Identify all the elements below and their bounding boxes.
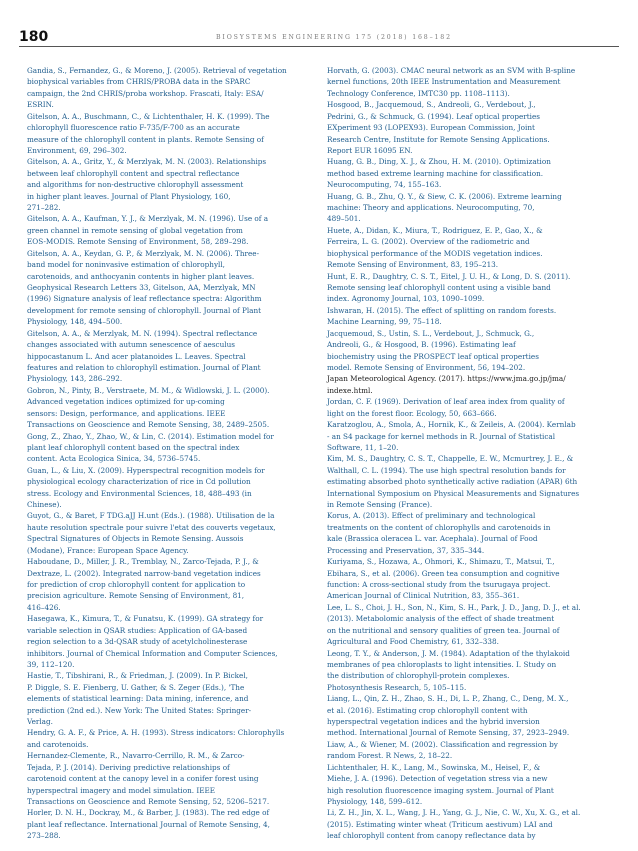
reference-line: Gitelson, A. A., Buschmann, C., & Lichtenthaler, H. K. (1999). The [27, 111, 270, 121]
reference-entry [327, 65, 617, 99]
reference-line: Andreoli, G., & Hosgood, B. (1996). Estimating leaf [327, 340, 516, 350]
reference-line: and carotenoids. [27, 739, 89, 749]
reference-line: Hosgood, B., Jacquemoud, S., Andreoli, G., Verdebout, J., [327, 100, 536, 110]
reference-line: Report EUR 16095 EN. [327, 145, 413, 155]
reference-line: Technology Conference, IMTC30 pp. 1108–1113). [327, 88, 510, 98]
reference-line: Hernandez-Clemente, R., Navarro-Cerrillo, R. M., & Zarco- [27, 751, 245, 761]
reference-entry [327, 271, 617, 305]
reference-entry [27, 465, 317, 511]
reference-line: Gitelson, A. A., & Merzlyak, M. N. (1994). Spectral reflectance [27, 328, 258, 338]
reference-line: chlorophyll fluorescence ratio F-735/F-700 as an accurate [27, 123, 240, 133]
reference-line: Liaw, A., & Wiener, M. (2002). Classification and regression by [327, 739, 558, 749]
references-left-column [27, 65, 317, 842]
reference-line: kernel functions, 20th IEEE Instrumentation and Measurement [327, 77, 561, 87]
reference-line: Physiology, 143, 286–292. [27, 374, 123, 384]
reference-line: EXperiment 93 (LOPEX93). European Commission, Joint [327, 123, 535, 133]
reference-line: treatments on the content of chlorophylls and carotenoids in [327, 522, 551, 532]
reference-entry [27, 248, 317, 328]
journal-running-title: BIOSYSTEMS ENGINEERING 175 (2018) 168–182 [216, 34, 452, 41]
reference-entry [327, 305, 617, 328]
reference-entry [327, 396, 617, 419]
reference-line: Ishwaran, H. (2015). The effect of splitting on random forests. [327, 305, 557, 315]
reference-line: (1996) Signature analysis of leaf reflectance spectra: Algorithm [27, 294, 262, 304]
reference-line: random Forest. R News, 2, 18–22. [327, 751, 453, 761]
reference-line: method. International Journal of Remote Sensing, 37, 2923–2949. [327, 728, 570, 738]
reference-line: green channel in remote sensing of global vegetation from [27, 225, 243, 235]
reference-line: Kim, M. S., Daughtry, C. S. T., Chappelle, E. W., Mcmurtrey, J. E., & [327, 454, 574, 464]
reference-line: biophysical variables from CHRIS/PROBA data in the SPARC [27, 77, 251, 87]
references-right-column [327, 65, 617, 842]
reference-line: function: A cross-sectional study from the tsurugaya project. [327, 579, 551, 589]
reference-line: Horler, D. N. H., Dockray, M., & Barber, J. (1983). The red edge of [27, 808, 270, 818]
reference-line: American Journal of Clinical Nutrition, 83, 355–361. [327, 591, 520, 601]
reference-entry [327, 373, 617, 396]
reference-line: precision agriculture. Remote Sensing of Environment, 81, [27, 591, 245, 601]
reference-line: Dextraze, L. (2002). Integrated narrow-band vegetation indices [27, 568, 261, 578]
header-rule [19, 46, 619, 47]
reference-line: biophysical performance of the MODIS vegetation indices. [327, 248, 543, 258]
reference-line: Kuriyama, S., Hozawa, A., Ohmori, K., Shimazu, T., Matsui, T., [327, 557, 555, 567]
reference-entry [27, 613, 317, 670]
reference-line: Chinese). [27, 500, 62, 510]
reference-line: campaign, the 2nd CHRIS/proba workshop. Frascati, Italy: ESA/ [27, 88, 264, 98]
page-number: 180 [19, 29, 49, 45]
reference-line: for prediction of crop chlorophyll content for application to [27, 579, 246, 589]
reference-line: Guan, L., & Liu, X. (2009). Hyperspectral recognition models for [27, 465, 265, 475]
reference-entry [327, 99, 617, 156]
reference-line: Physiology, 148, 494–500. [27, 317, 123, 327]
reference-line: stress. Ecology and Environmental Sciences, 18, 488–493 (in [27, 488, 252, 498]
reference-line: Transactions on Geoscience and Remote Sensing, 38, 2489–2505. [27, 420, 270, 430]
reference-line: Agricultural and Food Chemistry, 61, 332–338. [327, 637, 499, 647]
reference-line: region selection to a 3d-QSAR study of acetylcholinesterase [27, 637, 248, 647]
reference-line: hippocastanum L. And acer platanoides L. Leaves. Spectral [27, 351, 246, 361]
reference-line: Gitelson, A. A., Keydan, G. P., & Merzlyak, M. N. (2006). Three- [27, 248, 260, 258]
reference-line: Lichtenthaler, H. K., Lang, M., Sowinska, M., Heisel, F., & [327, 762, 541, 772]
reference-line: Geophysical Research Letters 33, Gitelson, AA, Merzlyak, MN [27, 283, 256, 293]
reference-line: Spectral Signatures of Objects in Remote Sensing. Aussois [27, 534, 244, 544]
reference-line: ESRIN. [27, 100, 54, 110]
reference-line: hyperspectral imagery and model simulation. IEEE [27, 785, 216, 795]
reference-line: Gong, Z., Zhao, Y., Zhao, W., & Lin, C. (2014). Estimation model for [27, 431, 274, 441]
reference-line: 271–282. [27, 203, 61, 213]
reference-line: and algorithms for non-destructive chlorophyll assessment [27, 180, 244, 190]
reference-line: physiological ecology characterization of rice in Cd pollution [27, 477, 251, 487]
reference-line: between leaf chlorophyll content and spectral reflectance [27, 168, 240, 178]
reference-entry [327, 419, 617, 453]
reference-line: membranes of pea chloroplasts to light intensities. I. Study on [327, 659, 557, 669]
reference-line: Ferreira, L. G. (2002). Overview of the radiometric and [327, 237, 530, 247]
reference-line: plant leaf chlorophyll content based on the spectral index [27, 442, 240, 452]
reference-entry [27, 156, 317, 213]
reference-line: index. Agronomy Journal, 103, 1090–1099. [327, 294, 485, 304]
reference-entry [327, 693, 617, 739]
reference-line: Processing and Preservation, 37, 335–344. [327, 545, 485, 555]
reference-line: 273–288. [27, 831, 61, 841]
reference-entry [27, 328, 317, 385]
reference-line: Software, 11, 1–20. [327, 442, 399, 452]
reference-line: variable selection in QSAR studies: Application of GA-based [27, 625, 248, 635]
reference-line: Verlag. [27, 717, 53, 727]
reference-entry [327, 191, 617, 225]
reference-line: Guyot, G., & Baret, F TDG.aJJ H.unt (Eds.). (1988). Utilisation de la [27, 511, 275, 521]
reference-line: biochemistry using the PROSPECT leaf optical properties [327, 351, 539, 361]
reference-line: 416–426. [27, 602, 61, 612]
reference-line: haute resolution spectrale pour suivre l'etat des couverts vegetaux, [27, 522, 276, 532]
reference-line: P. Diggle, S. E. Fienberg, U. Gather, & S. Zeger (Eds.), 'The [27, 682, 245, 692]
reference-line: 489–501. [327, 214, 361, 224]
reference-line: 39, 112–120. [27, 659, 75, 669]
reference-line: indexe.html. [327, 385, 373, 395]
reference-line: the distribution of chlorophyll-protein complexes. [327, 671, 510, 681]
reference-line: Environment, 69, 296–302. [27, 145, 127, 155]
reference-line: sensors: Design, performance, and applications. IEEE [27, 408, 226, 418]
reference-line: Korus, A. (2013). Effect of preliminary and technological [327, 511, 536, 521]
reference-line: Hastie, T., Tibshirani, R., & Friedman, J. (2009). In P. Bickel, [27, 671, 248, 681]
reference-line: Horvath, G. (2003). CMAC neural network as an SVM with B-spline [327, 66, 576, 75]
reference-line: elements of statistical learning: Data mining, inference, and [27, 694, 249, 704]
reference-line: Lee, L. S., Choi, J. H., Son, N., Kim, S. H., Park, J. D., Jang, D. J., et al. [327, 602, 581, 612]
reference-line: Hasegawa, K., Kimura, T., & Funatsu, K. (1999). GA strategy for [27, 614, 264, 624]
reference-line: Huang, G. B., Ding, X. J., & Zhou, H. M. (2010). Optimization [327, 157, 551, 167]
reference-entry [27, 65, 317, 111]
reference-entry [327, 453, 617, 510]
reference-entry [27, 727, 317, 750]
reference-line: light on the forest floor. Ecology, 50, 663–666. [327, 408, 497, 418]
reference-line: Hendry, G. A. F., & Price, A. H. (1993). Stress indicators: Chlorophylls [27, 728, 285, 738]
reference-entry [327, 739, 617, 762]
reference-line: in Remote Sensing (France). [327, 500, 433, 510]
reference-line: Liang, L., Qin, Z. H., Zhao, S. H., Di, L. P., Zhang, C., Deng, M. X., [327, 694, 569, 704]
reference-line: changes associated with autumn senescence of aesculus [27, 340, 235, 350]
reference-line: Karatzoglou, A., Smola, A., Hornik, K., & Zeileis, A. (2004). Kernlab [327, 420, 576, 430]
reference-line: Ebihara, S., et al. (2006). Green tea consumption and cognitive [327, 568, 560, 578]
reference-line: inhibitors. Journal of Chemical Information and Computer Sciences, [27, 648, 278, 658]
reference-line: Advanced vegetation indices optimized for up-coming [27, 397, 225, 407]
reference-line: model. Remote Sensing of Environment, 56, 194–202. [327, 362, 526, 372]
reference-entry [327, 556, 617, 602]
reference-entry [327, 648, 617, 694]
reference-line: plant leaf reflectance. International Journal of Remote Sensing, 4, [27, 819, 270, 829]
reference-line: Neurocomputing, 74, 155–163. [327, 180, 442, 190]
reference-entry [327, 807, 617, 841]
reference-entry [327, 510, 617, 556]
reference-line: Haboudane, D., Miller, J. R., Tremblay, N., Zarco-Tejada, P. J., & [27, 557, 259, 567]
reference-line: Miehe, J. A. (1996). Detection of vegetation stress via a new [327, 774, 548, 784]
reference-entry [27, 111, 317, 157]
reference-line: band model for noninvasive estimation of chlorophyll, [27, 260, 225, 270]
reference-line: Leong, T. Y., & Anderson, J. M. (1984). Adaptation of the thylakoid [327, 648, 570, 658]
reference-line: in higher plant leaves. Journal of Plant Physiology, 160, [27, 191, 231, 201]
reference-entry [27, 431, 317, 465]
reference-line: leaf chlorophyll content from canopy reflectance data by [327, 831, 536, 841]
reference-line: development for remote sensing of chlorophyll. Journal of Plant [27, 305, 262, 315]
reference-entry [27, 556, 317, 613]
reference-entry [327, 156, 617, 190]
reference-entry [27, 213, 317, 247]
reference-line: Huete, A., Didan, K., Miura, T., Rodriguez, E. P., Gao, X., & [327, 225, 543, 235]
reference-line: EOS-MODIS. Remote Sensing of Environment, 58, 289–298. [27, 237, 249, 247]
reference-line: Gitelson, A. A., Gritz, Y., & Merzlyak, M. N. (2003). Relationships [27, 157, 267, 167]
reference-line: Photosynthesis Research, 5, 105–115. [327, 682, 467, 692]
reference-line: Remote sensing leaf chlorophyll content using a visible band [327, 283, 551, 293]
reference-line: International Symposium on Physical Measurements and Signatures [327, 488, 580, 498]
reference-line: Gandia, S., Fernandez, G., & Moreno, J. (2005). Retrieval of vegetation [27, 66, 287, 75]
reference-entry [27, 807, 317, 841]
reference-line: estimating absorbed photo synthetically active radiation (APAR) 6th [327, 477, 578, 487]
reference-entry [327, 602, 617, 648]
reference-line: machine: Theory and applications. Neurocomputing, 70, [327, 203, 535, 213]
reference-line: Jacquemoud, S., Ustin, S. L., Verdebout, J., Schmuck, G., [327, 328, 535, 338]
reference-entry [27, 385, 317, 431]
reference-line: (2015). Estimating winter wheat (Triticum aestivum) LAI and [327, 819, 553, 829]
reference-line: content. Acta Ecologica Sinica, 34, 5736–5745. [27, 454, 201, 464]
reference-line: high resolution fluorescence imaging system. Journal of Plant [327, 785, 554, 795]
reference-line: on the nutritional and sensory qualities of green tea. Journal of [327, 625, 560, 635]
reference-line: method based extreme learning machine for classification. [327, 168, 544, 178]
reference-line: Research Centre, Institute for Remote Sensing Applications. [327, 134, 550, 144]
reference-line: prediction (2nd ed.). New York: The United States: Springer- [27, 705, 252, 715]
reference-line: Jordan, C. F. (1969). Derivation of leaf area index from quality of [327, 397, 565, 407]
reference-entry [327, 328, 617, 374]
reference-line: Li, Z. H., Jin, X. L., Wang, J. H., Yang, G. J., Nie, C. W., Xu, X. G., et al. [327, 808, 581, 818]
reference-line: measure of the chlorophyll content in plants. Remote Sensing of [27, 134, 264, 144]
reference-line: Machine Learning, 99, 75–118. [327, 317, 442, 327]
reference-line: features and relation to chlorophyll estimation. Journal of Plant [27, 362, 261, 372]
reference-line: Tejada, P. J. (2014). Deriving predictive relationships of [27, 762, 230, 772]
reference-line: kale (Brassica oleracea L. var. Acephala). Journal of Food [327, 534, 538, 544]
reference-line: hyperspectral vegetation indices and the hybrid inversion [327, 717, 540, 727]
reference-line: Gobron, N., Pinty, B., Verstraete, M. M., & Widlowski, J. L. (2000). [27, 385, 270, 395]
reference-line: Transactions on Geoscience and Remote Sensing, 52, 5206–5217. [27, 797, 270, 806]
reference-line: Gitelson, A. A., Kaufman, Y. J., & Merzlyak, M. N. (1996). Use of a [27, 214, 269, 224]
reference-line: (Modane), France: European Space Agency. [27, 545, 189, 555]
reference-line: Huang, G. B., Zhu, Q. Y., & Siew, C. K. (2006). Extreme learning [327, 191, 562, 201]
reference-line: Walthall, C. L. (1994). The use high spectral resolution bands for [327, 465, 566, 475]
reference-line: carotenoids, and anthocyanin contents in higher plant leaves. [27, 271, 255, 281]
reference-line: Japan Meteorological Agency. (2017). https://www.jma.go.jp/jma/ [327, 374, 566, 384]
reference-entry [27, 510, 317, 556]
reference-line: Hunt, E. R., Daughtry, C. S. T., Eitel, J. U. H., & Long, D. S. (2011). [327, 271, 571, 281]
reference-entry [327, 225, 617, 271]
reference-line: - an S4 package for kernel methods in R. Journal of Statistical [327, 431, 556, 441]
reference-line: et al. (2016). Estimating crop chlorophyll content with [327, 705, 528, 715]
reference-line: Pedrini, G., & Schmuck, G. (1994). Leaf optical properties [327, 111, 541, 121]
page-header [0, 0, 638, 56]
reference-line: (2013). Metabolomic analysis of the effect of shade treatment [327, 614, 555, 624]
reference-entry [27, 750, 317, 807]
reference-entry [327, 762, 617, 808]
reference-line: Remote Sensing of Environment, 83, 195–213. [327, 260, 499, 270]
reference-entry [27, 670, 317, 727]
reference-line: carotenoid content at the canopy level in a conifer forest using [27, 774, 259, 784]
reference-line: Physiology, 148, 599–612. [327, 797, 423, 806]
